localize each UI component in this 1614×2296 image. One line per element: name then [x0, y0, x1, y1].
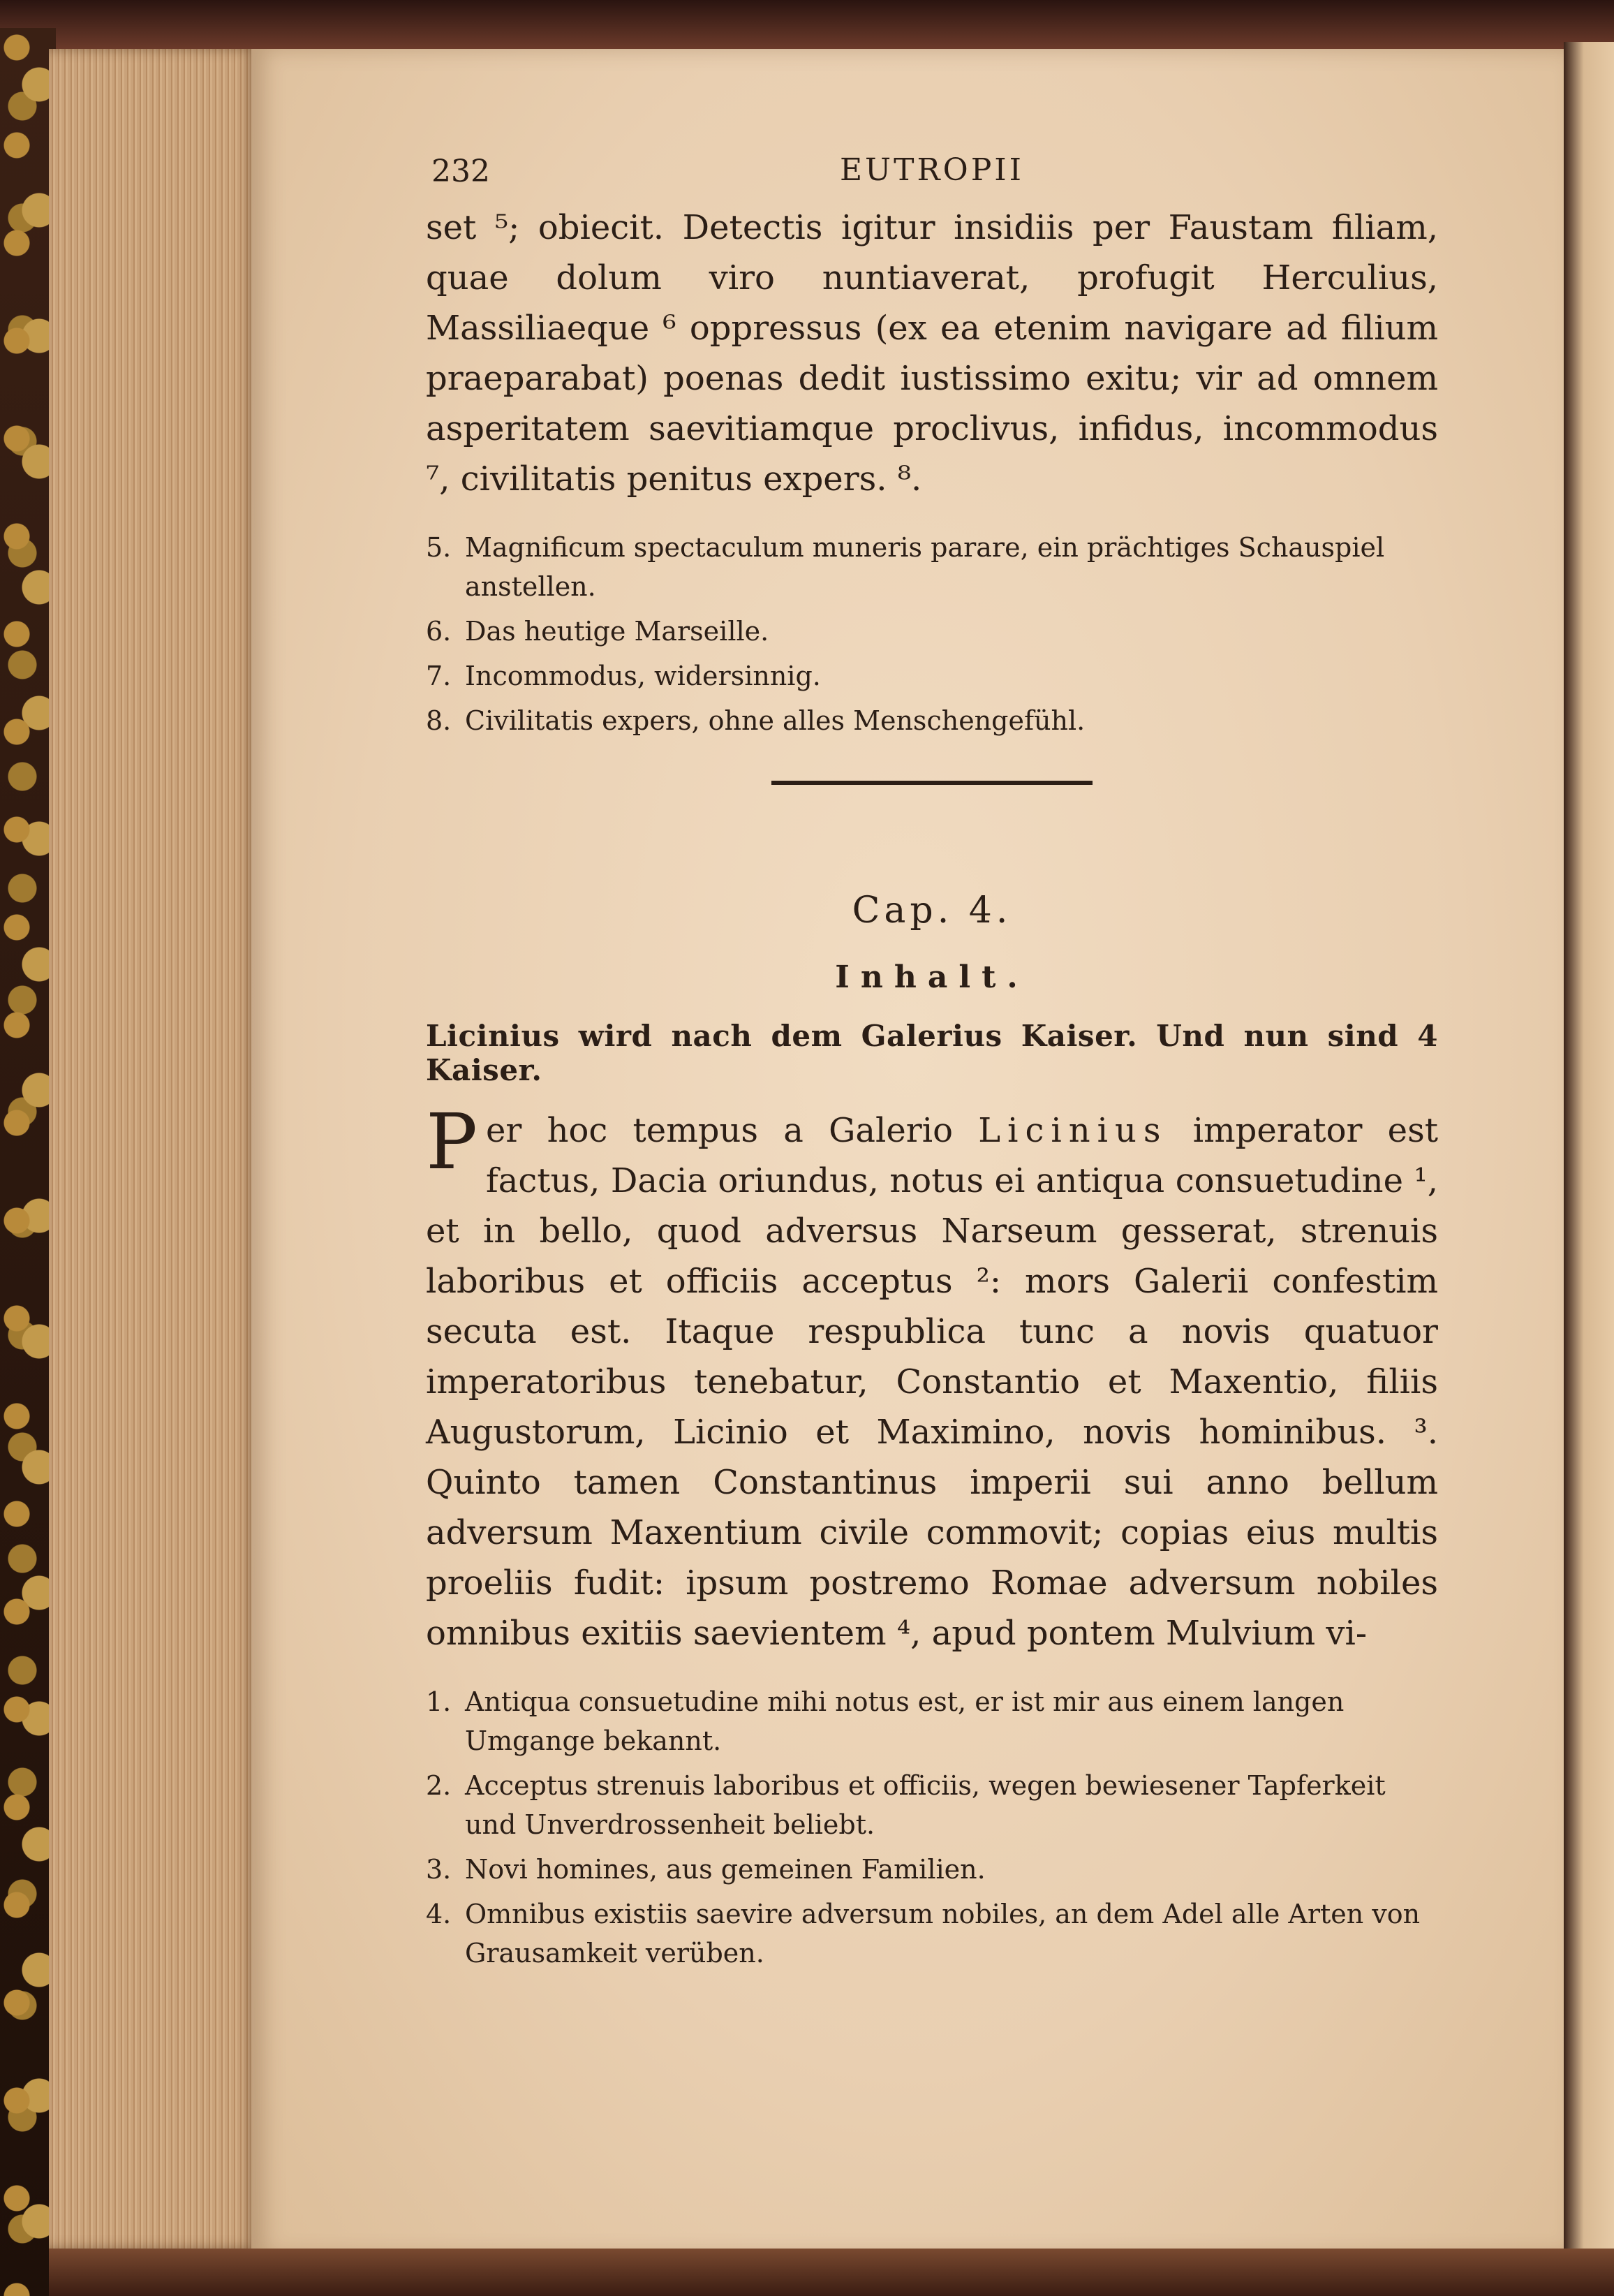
footnote [426, 701, 1438, 740]
marbled-cover-edge [0, 28, 56, 2296]
footnote [426, 528, 1438, 606]
chapter-title: Cap. 4. [852, 890, 1012, 932]
footnote [426, 1894, 1438, 1973]
footnote-text: Incommodus, widersinnig. [465, 661, 821, 691]
footnote-number: 2. [426, 1770, 452, 1801]
book-cover-top [0, 0, 1614, 49]
emphasized-name: Licinius [978, 1111, 1168, 1150]
footnote-number: 6. [426, 616, 452, 647]
footnote-number: 5. [426, 532, 452, 563]
chapter-body-start: er hoc tempus a Galerio [486, 1111, 979, 1150]
footnote-number: 4. [426, 1899, 452, 1929]
facing-page-edge [1564, 42, 1614, 2255]
drop-cap: P [426, 1097, 478, 1186]
footnote-text: Magnificum spectaculum muneris parare, ein prächtiges Schauspiel anstellen. [465, 532, 1385, 602]
footnote-text: Omnibus existiis saevire adversum nobiles, an dem Adel alle Arten von Grausamkeit verüben. [465, 1899, 1421, 1968]
footnote [426, 612, 1438, 651]
section-divider [771, 781, 1093, 785]
page-header [426, 140, 1438, 203]
page-content [426, 140, 1438, 1978]
footnote-number: 7. [426, 661, 452, 691]
page-stack-edge [49, 49, 258, 2249]
footnote-text: Acceptus strenuis laboribus et officiis, wegen bewiesener Tapferkeit und Unverdrossenheit beliebt. [465, 1770, 1386, 1840]
footnote-text: Civilitatis expers, ohne alles Menschengefühl. [465, 705, 1086, 736]
page-number: 232 [431, 154, 490, 189]
footnote-text: Novi homines, aus gemeinen Familien. [465, 1854, 986, 1885]
footnote-number: 8. [426, 705, 452, 736]
footnote [426, 656, 1438, 696]
footnote-text: Antiqua consuetudine mihi notus est, er ist mir aus einem langen Umgange bekannt. [465, 1686, 1345, 1756]
footnote-number: 1. [426, 1686, 452, 1717]
chapter-body-rest: imperator est factus, Dacia oriundus, notus ei antiqua consuetudine ¹, et in bello, quod adversus Narseum gesserat, strenuis laboribus et officiis acceptus ²: mors Galerii confestim secuta est. Itaque respublica tunc a novis quatuor imperatoribus tenebatur, Constantio et Maxentio, filiis Augustorum, Licinio et Maximino, novis hominibus. ³. Quinto tamen Constantinus imperii sui anno bellum adversum Maxentium civile commovit; copias eius multis proeliis fudit: ipsum postremo Romae adversum nobiles omnibus exitiis saevientem ⁴, apud pontem Mulvium vi- [426, 1111, 1438, 1653]
footnote [426, 1682, 1438, 1760]
chapter-summary: Licinius wird nach dem Galerius Kaiser. Und nun sind 4 Kaiser. [426, 1019, 1438, 1087]
book-bottom-edge [49, 2249, 1614, 2296]
contents-label: Inhalt. [835, 959, 1029, 995]
passage-continued: set ⁵; obiecit. Detectis igitur insidiis per Faustam filiam, quae dolum viro nuntiaverat, profugit Herculius, Massiliaeque ⁶ oppressus (ex ea etenim navigare ad filium praeparabat) poenas dedit iustissimo exitu; vir ad omnem asperitatem saevitiamque proclivus, infidus, incommodus ⁷, civilitatis penitus expers. ⁸. [426, 208, 1438, 499]
chapter-body [426, 1097, 1438, 1658]
footnotes-bottom [426, 1682, 1438, 1973]
footnote [426, 1850, 1438, 1889]
footnote [426, 1766, 1438, 1844]
footnotes-top [426, 528, 1438, 740]
footnote-text: Das heutige Marseille. [465, 616, 769, 647]
running-title: EUTROPII [839, 152, 1025, 188]
footnote-number: 3. [426, 1854, 452, 1885]
